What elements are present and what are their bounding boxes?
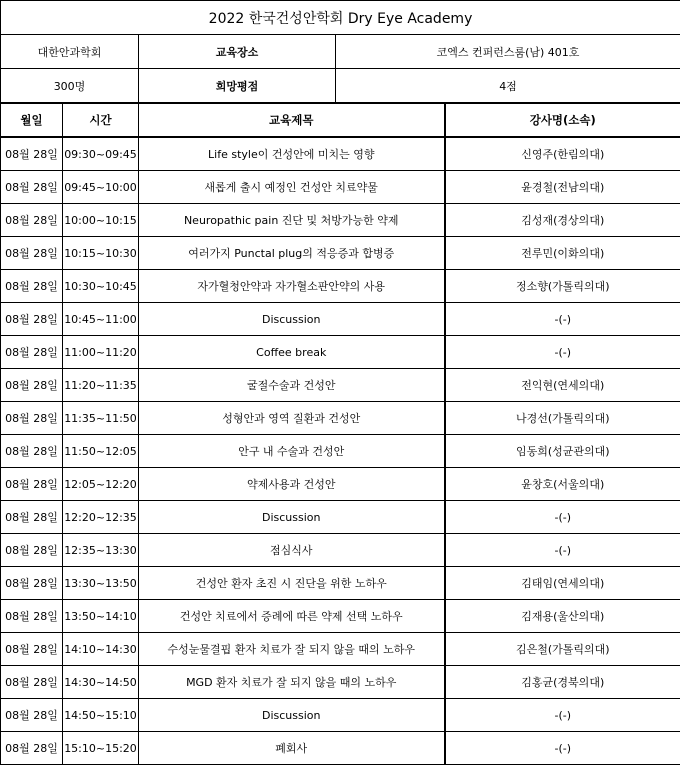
date-cell: 08월 28일: [1, 600, 63, 633]
time-cell: 11:50~12:05: [63, 435, 139, 468]
date-cell: 08월 28일: [1, 567, 63, 600]
header-subject: 교육제목: [139, 103, 445, 137]
date-cell: 08월 28일: [1, 171, 63, 204]
time-cell: 09:30~09:45: [63, 137, 139, 171]
date-cell: 08월 28일: [1, 270, 63, 303]
table-row: [1, 600, 680, 633]
date-cell: 08월 28일: [1, 435, 63, 468]
time-cell: 14:10~14:30: [63, 633, 139, 666]
speaker-cell: 윤창호(서울의대): [445, 468, 680, 501]
subject-cell: 건성안 치료에서 증례에 따른 약제 선택 노하우: [139, 600, 445, 633]
subject-cell: 점심식사: [139, 534, 445, 567]
organizer-cell: 대한안과학회: [1, 35, 139, 69]
speaker-cell: -(-): [445, 699, 680, 732]
time-cell: 12:35~13:30: [63, 534, 139, 567]
time-cell: 10:45~11:00: [63, 303, 139, 336]
subject-cell: MGD 환자 치료가 잘 되지 않을 때의 노하우: [139, 666, 445, 699]
header-row: [1, 103, 680, 137]
table-row: [1, 369, 680, 402]
subject-cell: 폐회사: [139, 732, 445, 765]
time-cell: 14:50~15:10: [63, 699, 139, 732]
info-row-venue: [1, 35, 680, 69]
speaker-cell: -(-): [445, 303, 680, 336]
time-cell: 12:05~12:20: [63, 468, 139, 501]
table-row: [1, 468, 680, 501]
header-date: 월일: [1, 103, 63, 137]
time-cell: 14:30~14:50: [63, 666, 139, 699]
header-speaker: 강사명(소속): [445, 103, 680, 137]
table-row: [1, 137, 680, 171]
subject-cell: 자가혈청안약과 자가혈소판안약의 사용: [139, 270, 445, 303]
date-cell: 08월 28일: [1, 204, 63, 237]
subject-cell: Discussion: [139, 699, 445, 732]
subject-cell: 건성안 환자 초진 시 진단을 위한 노하우: [139, 567, 445, 600]
time-cell: 13:30~13:50: [63, 567, 139, 600]
time-cell: 12:20~12:35: [63, 501, 139, 534]
subject-cell: 성형안과 영역 질환과 건성안: [139, 402, 445, 435]
table-row: [1, 534, 680, 567]
time-cell: 09:45~10:00: [63, 171, 139, 204]
subject-cell: Discussion: [139, 303, 445, 336]
table-row: [1, 171, 680, 204]
speaker-cell: -(-): [445, 501, 680, 534]
date-cell: 08월 28일: [1, 666, 63, 699]
time-cell: 10:15~10:30: [63, 237, 139, 270]
subject-cell: Coffee break: [139, 336, 445, 369]
date-cell: 08월 28일: [1, 237, 63, 270]
page-title: 2022 한국건성안학회 Dry Eye Academy: [1, 1, 680, 35]
subject-cell: 수성눈물결핍 환자 치료가 잘 되지 않을 때의 노하우: [139, 633, 445, 666]
date-cell: 08월 28일: [1, 633, 63, 666]
table-row: [1, 666, 680, 699]
subject-cell: Life style이 건성안에 미치는 영향: [139, 137, 445, 171]
venue-value: 코엑스 컨퍼런스룸(남) 401호: [336, 35, 680, 69]
speaker-cell: -(-): [445, 732, 680, 765]
table-row: [1, 501, 680, 534]
table-row: [1, 336, 680, 369]
date-cell: 08월 28일: [1, 402, 63, 435]
title-row: [1, 1, 680, 35]
speaker-cell: 정소향(가톨릭의대): [445, 270, 680, 303]
subject-cell: 굴절수술과 건성안: [139, 369, 445, 402]
venue-label: 교육장소: [139, 35, 336, 69]
subject-cell: Discussion: [139, 501, 445, 534]
time-cell: 11:35~11:50: [63, 402, 139, 435]
table-row: [1, 567, 680, 600]
date-cell: 08월 28일: [1, 336, 63, 369]
table-row: [1, 204, 680, 237]
date-cell: 08월 28일: [1, 534, 63, 567]
speaker-cell: 김홍균(경북의대): [445, 666, 680, 699]
time-cell: 10:00~10:15: [63, 204, 139, 237]
speaker-cell: 김은철(가톨릭의대): [445, 633, 680, 666]
subject-cell: 새롭게 출시 예정인 건성안 치료약물: [139, 171, 445, 204]
score-label: 희망평점: [139, 69, 336, 104]
date-cell: 08월 28일: [1, 501, 63, 534]
speaker-cell: 김성재(경상의대): [445, 204, 680, 237]
date-cell: 08월 28일: [1, 303, 63, 336]
date-cell: 08월 28일: [1, 699, 63, 732]
date-cell: 08월 28일: [1, 468, 63, 501]
speaker-cell: 윤경철(전남의대): [445, 171, 680, 204]
table-row: [1, 633, 680, 666]
time-cell: 11:00~11:20: [63, 336, 139, 369]
speaker-cell: 전익현(연세의대): [445, 369, 680, 402]
date-cell: 08월 28일: [1, 137, 63, 171]
date-cell: 08월 28일: [1, 369, 63, 402]
time-cell: 15:10~15:20: [63, 732, 139, 765]
speaker-cell: 김태임(연세의대): [445, 567, 680, 600]
subject-cell: 안구 내 수술과 건성안: [139, 435, 445, 468]
table-row: [1, 270, 680, 303]
subject-cell: Neuropathic pain 진단 및 처방가능한 약제: [139, 204, 445, 237]
speaker-cell: 김재용(울산의대): [445, 600, 680, 633]
table-row: [1, 303, 680, 336]
time-cell: 11:20~11:35: [63, 369, 139, 402]
table-row: [1, 435, 680, 468]
info-row-score: [1, 69, 680, 104]
date-cell: 08월 28일: [1, 732, 63, 765]
score-value: 4점: [336, 69, 680, 104]
subject-cell: 약제사용과 건성안: [139, 468, 445, 501]
speaker-cell: -(-): [445, 336, 680, 369]
speaker-cell: 전루민(이화의대): [445, 237, 680, 270]
speaker-cell: 신영주(한림의대): [445, 137, 680, 171]
table-row: [1, 699, 680, 732]
speaker-cell: -(-): [445, 534, 680, 567]
time-cell: 10:30~10:45: [63, 270, 139, 303]
header-time: 시간: [63, 103, 139, 137]
table-row: [1, 402, 680, 435]
table-row: [1, 732, 680, 765]
subject-cell: 여러가지 Punctal plug의 적응증과 합병증: [139, 237, 445, 270]
time-cell: 13:50~14:10: [63, 600, 139, 633]
speaker-cell: 나경선(가톨릭의대): [445, 402, 680, 435]
capacity-cell: 300명: [1, 69, 139, 104]
table-row: [1, 237, 680, 270]
speaker-cell: 임동희(성균관의대): [445, 435, 680, 468]
